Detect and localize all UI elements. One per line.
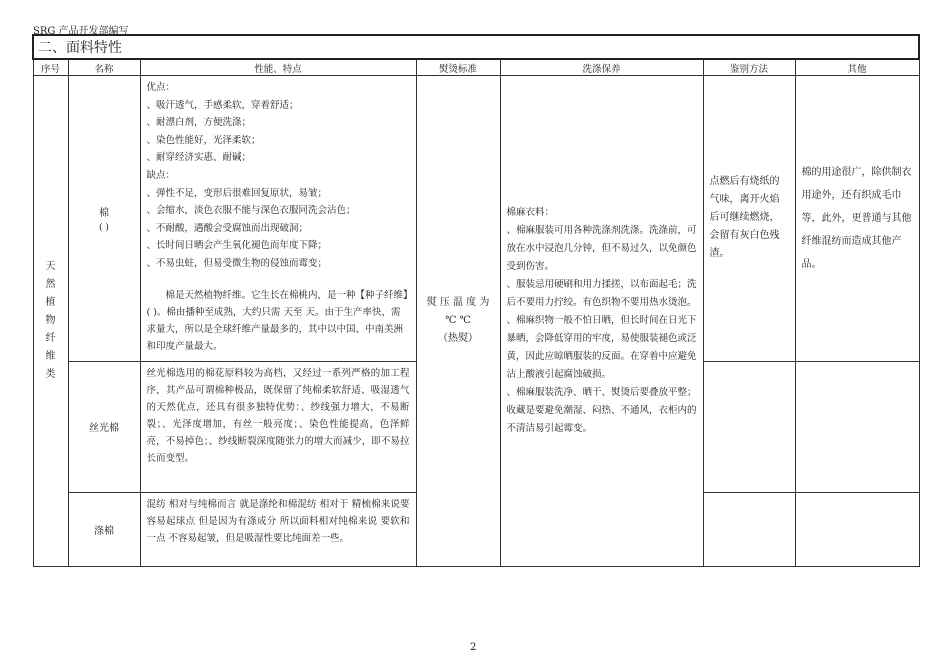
category-char: 天 (45, 260, 56, 272)
fabric-name-note: ( ) (99, 222, 109, 233)
identification-cell-empty (703, 361, 795, 492)
perf-line: 、会缩水，淡色衣服不能与深色衣服同洗会沾色； (146, 205, 356, 217)
category-char: 植 (45, 296, 56, 308)
column-header-performance: 性能、特点 (140, 59, 416, 76)
perf-text: 混纺 相对与纯棉而言 就是涤纶和棉混纺 相对于 精梳棉来说要容易起球点 但是因为有涤成分 所以面料相对纯棉来说 要软和一点 不容易起皱，但是吸湿性要比纯面差一些。 (146, 498, 410, 544)
ironing-cell (416, 76, 500, 567)
performance-cell (140, 76, 416, 362)
perf-line: 、吸汗透气，手感柔软，穿着舒适； (146, 99, 299, 111)
identification-cell-empty (703, 492, 795, 566)
table-row-cotton (33, 76, 919, 362)
column-header-row (33, 59, 919, 76)
column-header-name: 名称 (68, 59, 140, 76)
identification-cell (703, 76, 795, 362)
page-number: 2 (470, 642, 477, 653)
category-char: 纤 (45, 332, 56, 344)
other-cell (795, 76, 919, 362)
perf-line: 、不耐酸，遇酸会受腐蚀而出现破洞； (146, 222, 309, 234)
other-cell-empty (795, 492, 919, 566)
fabric-name: 丝光棉 (89, 423, 119, 435)
category-cell (33, 76, 68, 567)
washing-item: 、服装忌用硬刷和用力揉搓，以布面起毛；洗后不要用力拧绞。有色织物不要用热水烫泡。 (506, 278, 697, 308)
washing-title: 棉麻衣料： (506, 206, 555, 218)
performance-cell (140, 361, 416, 492)
perf-line: 、弹性不足，变形后很难回复原状，易皱； (146, 187, 328, 199)
other-cell-empty (795, 361, 919, 492)
column-header-ironing: 熨烫标准 (416, 59, 500, 76)
perf-paragraph: 棉是天然植物纤维。它生长在棉桃内，是一种【种子纤维】( )。棉由播种至成熟，大约只需 天至 天。由于生产率快，需求量大，所以是全球纤维产量最多的，其中以中国、中南美洲和印度产量最大。 (146, 289, 408, 352)
category-char: 维 (45, 350, 56, 362)
perf-line: 、耐穿经济实惠、耐碱； (146, 152, 252, 164)
fabric-properties-table (32, 34, 920, 567)
washing-item: 、棉麻服装洗净、晒干、熨烫后要叠放平整；收藏是要避免潮湿、闷热、不通风，衣柜内的不清洁易引起霉变。 (506, 386, 697, 434)
fabric-name-cell (68, 76, 140, 362)
header-note: SRG 产品开发部编写 (33, 26, 129, 37)
category-char: 物 (45, 314, 56, 326)
perf-line: 优点： (146, 82, 176, 93)
perf-line: 缺点： (146, 169, 176, 181)
washing-cell (500, 76, 703, 567)
column-header-identification: 鉴别方法 (703, 59, 795, 76)
section-title: 二、面料特性 (33, 35, 919, 59)
ironing-line: 熨 压 温 度 为 (426, 296, 490, 308)
perf-line: 、长时间日晒会产生氧化褪色而年度下降； (146, 240, 328, 252)
ironing-line: （热熨） (438, 332, 478, 344)
identification-text: 点燃后有烧纸的气味，离开火焰后可继续燃烧，会留有灰白色残渣。 (709, 176, 780, 260)
performance-cell (140, 492, 416, 566)
perf-text: 丝光棉选用的棉花原料较为高档，又经过一系列严格的加工程序，其产品可谓棉种极品，既保留了纯棉柔软舒适、吸湿透气的天然优点，还具有很多独特优势：、纱线强力增大，不易断裂；、光泽度增加，有丝一般亮度；、染色性能提高，色泽鲜亮，不易掉色；、纱线断裂深度随张力的增大而减少，即不易拉长而变型。 (146, 367, 410, 464)
column-header-index: 序号 (33, 59, 68, 76)
fabric-name-cell (68, 492, 140, 566)
ironing-line: ℃ ℃ (445, 314, 471, 326)
washing-item: 、棉麻织物一般不怕日晒，但长时间在日光下暴晒，会降低穿用的牢度，易使服装褪色或泛黄，因此应晾晒服装的反面。在穿着中应避免沾上酸液引起腐蚀破损。 (506, 314, 697, 380)
perf-line: 、不易虫蛀，但易受微生物的侵蚀而霉变； (146, 257, 328, 269)
washing-item: 、棉麻服装可用各种洗涤剂洗涤。洗涤前，可放在水中浸泡几分钟，但不易过久，以免颜色受到伤害。 (506, 224, 697, 272)
perf-line: 、染色性能好，光泽柔软； (146, 134, 261, 146)
fabric-name: 涤棉 (94, 525, 114, 537)
perf-line: 、耐漂白剂，方便洗涤； (146, 117, 252, 129)
category-char: 类 (45, 368, 56, 380)
other-text: 棉的用途很广，除供制衣用途外，还有织成毛巾等，此外，更普通与其他纤维混纺而造成其他产品。 (801, 166, 912, 270)
column-header-washing: 洗涤保养 (500, 59, 703, 76)
column-header-other: 其他 (795, 59, 919, 76)
category-char: 然 (45, 278, 56, 290)
fabric-name: 棉 (99, 207, 109, 219)
fabric-name-cell (68, 361, 140, 492)
